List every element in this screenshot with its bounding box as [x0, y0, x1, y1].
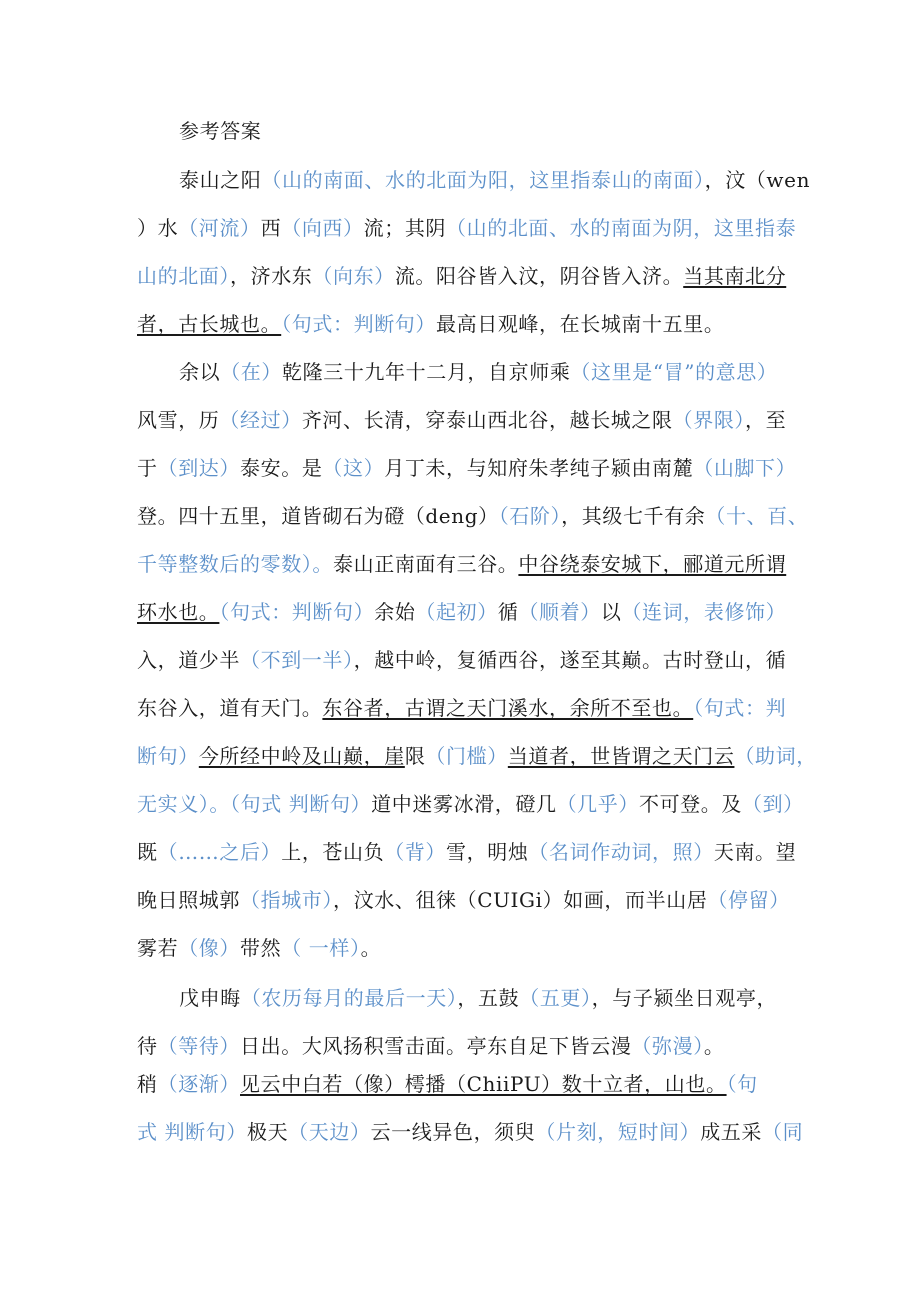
body-text: ，汶水、徂徕（CUIGi）如画，而半山居: [333, 888, 708, 912]
annotation-text: （同: [762, 1120, 804, 1144]
annotation-text: （在）: [220, 360, 283, 384]
annotation-text: （连词，表修饰）: [621, 600, 787, 624]
body-text: 登。四十五里，道皆砌石为磴（deng）: [137, 504, 499, 528]
body-text: ，与子颍坐日观亭，: [591, 986, 778, 1010]
body-text: 泰山之阳: [179, 168, 262, 192]
body-text: 风雪，历: [137, 408, 220, 432]
body-text: 成五采: [700, 1120, 763, 1144]
annotation-text: （停留）: [707, 888, 790, 912]
body-text: 上，苍山负: [281, 840, 385, 864]
annotation-text: （句式：判: [693, 696, 787, 720]
annotation-text: （天边）: [288, 1120, 371, 1144]
body-text: 日出。大风扬积雪击面。亭东自足下皆云漫: [240, 1034, 632, 1058]
text-line: [137, 695, 797, 721]
annotation-text: （山脚下）: [693, 456, 797, 480]
body-text: ，其级七千有余: [561, 504, 706, 528]
body-text: ）水: [137, 216, 179, 240]
text-line: [137, 887, 797, 913]
annotation-text: （句: [726, 1072, 758, 1096]
annotation-text: （经过）: [219, 408, 302, 432]
annotation-text: （不到一半）: [240, 648, 354, 672]
underlined-text: 环水也。: [137, 600, 220, 624]
annotation-text: （弥漫）: [631, 1034, 704, 1058]
annotation-text: 无实义）。（句式 判断句）: [137, 792, 372, 816]
text-line: [137, 935, 797, 961]
text-line: [137, 599, 797, 625]
text-line: [137, 1119, 804, 1145]
text-line: [137, 503, 809, 529]
text-line: [137, 839, 797, 865]
body-text: 余以: [179, 360, 221, 384]
text-line: [137, 263, 797, 289]
body-text: 晚日照城郭: [137, 888, 240, 912]
annotation-text: （界限）: [672, 408, 746, 432]
annotation-text: （河流）: [178, 216, 261, 240]
annotation-text: 山的北面）: [137, 264, 230, 288]
body-text: ，越中岭，复循西谷，遂至其巅。古时登山，循: [353, 648, 787, 672]
text-line: [137, 311, 797, 337]
body-text: 乾隆三十九年十二月，自京师乘: [282, 360, 571, 384]
text-line: [179, 359, 839, 385]
body-text: 天南。望: [713, 840, 797, 864]
annotation-text: （起初）: [415, 600, 498, 624]
body-text: 带然: [240, 936, 282, 960]
underlined-text: 者，古长城也。: [137, 312, 282, 336]
body-text: 极天: [246, 1120, 289, 1144]
text-line: [137, 215, 797, 241]
body-text: 齐河、长清，穿泰山西北谷，越长城之限: [301, 408, 673, 432]
body-text: 戊申晦: [179, 986, 241, 1010]
annotation-text: （逐渐）: [157, 1072, 241, 1096]
annotation-text: （山的南面、水的北面为阳，这里指泰山的南面）: [261, 168, 705, 192]
underlined-text: 中谷绕泰安城下，郦道元所谓: [518, 552, 787, 576]
body-text: ，至: [745, 408, 787, 432]
body-text: 限: [404, 744, 426, 768]
annotation-text: 千等整数后的零数）。: [137, 552, 333, 576]
annotation-text: （顺着）: [518, 600, 601, 624]
annotation-text: （背）: [384, 840, 447, 864]
body-text: 东谷入，道有天门。: [137, 696, 323, 720]
body-text: ，济水东: [230, 264, 313, 288]
underlined-text: 当其南北分: [683, 264, 787, 288]
body-text: 参考答案: [179, 119, 262, 143]
annotation-text: （五更）: [519, 986, 592, 1010]
body-text: 。: [360, 936, 382, 960]
annotation-text: （向东）: [312, 264, 395, 288]
body-text: ，五鼓: [457, 986, 520, 1010]
body-text: 最高日观峰，在长城南十五里。: [436, 312, 725, 336]
text-line: [179, 985, 839, 1011]
body-text: 月丁未，与知府朱孝纯子颍由南麓: [384, 456, 694, 480]
annotation-text: （ 一样）: [281, 936, 361, 960]
annotation-text: （这）: [322, 456, 385, 480]
body-text: 余始: [374, 600, 416, 624]
annotation-text: （等待）: [157, 1034, 241, 1058]
annotation-text: （到达）: [157, 456, 241, 480]
annotation-text: （门槛）: [425, 744, 508, 768]
annotation-text: （句式：判断句）: [281, 312, 437, 336]
underlined-text: 见云中白若（像）樗播（ChiiPU）数十立者，山也。: [240, 1072, 727, 1096]
text-line: [137, 551, 797, 577]
text-line: [179, 118, 839, 144]
text-line: [137, 407, 797, 433]
body-text: 于: [137, 456, 158, 480]
underlined-text: 东谷者，古谓之天门溪水，余所不至也。: [322, 696, 694, 720]
body-text: 云一线异色，须臾: [370, 1120, 536, 1144]
text-line: [179, 167, 839, 193]
annotation-text: （像）: [178, 936, 241, 960]
body-text: ，汶（wen: [704, 168, 811, 192]
body-text: 以: [600, 600, 622, 624]
annotation-text: （石阶）: [498, 504, 562, 528]
text-line: [137, 647, 797, 673]
body-text: 入，道少半: [137, 648, 240, 672]
annotation-text: （这里是“冒”的意思）: [570, 360, 778, 384]
text-line: [137, 791, 804, 817]
body-text: 既: [137, 840, 158, 864]
annotation-text: （名词作动词，照）: [528, 840, 714, 864]
text-line: [137, 743, 817, 769]
body-text: 待: [137, 1034, 158, 1058]
annotation-text: 断句）: [137, 744, 199, 768]
body-text: 雪，明烛: [446, 840, 529, 864]
annotation-text: （几乎）: [556, 792, 639, 816]
text-line: [137, 455, 797, 481]
annotation-text: （助词，: [734, 744, 817, 768]
annotation-text: （十、百、: [705, 504, 809, 528]
body-text: 西: [260, 216, 282, 240]
body-text: 循: [497, 600, 519, 624]
text-line: [137, 1071, 797, 1097]
body-text: 泰山正南面有三谷。: [333, 552, 519, 576]
body-text: 流；其阴: [363, 216, 447, 240]
body-text: 泰安。是: [240, 456, 323, 480]
annotation-text: （农历每月的最后一天）: [240, 986, 458, 1010]
annotation-text: （……之后）: [157, 840, 282, 864]
body-text: 雾若: [137, 936, 179, 960]
body-text: 不可登。及: [638, 792, 742, 816]
body-text: 稍: [137, 1072, 158, 1096]
annotation-text: （指城市）: [240, 888, 333, 912]
body-text: 。: [703, 1034, 725, 1058]
text-line: [137, 1033, 797, 1059]
underlined-text: 当道者，世皆谓之天门云: [507, 744, 735, 768]
underlined-text: 今所经中岭及山巅，崖: [198, 744, 405, 768]
annotation-text: （到）: [741, 792, 804, 816]
annotation-text: （山的北面、水的南面为阴，这里指泰: [446, 216, 797, 240]
annotation-text: 式 判断句）: [137, 1120, 247, 1144]
body-text: 流。阳谷皆入汶，阴谷皆入济。: [394, 264, 684, 288]
annotation-text: （片刻，短时间）: [535, 1120, 701, 1144]
body-text: 道中迷雾冰滑，磴几: [371, 792, 557, 816]
annotation-text: （句式：判断句）: [219, 600, 375, 624]
annotation-text: （向西）: [281, 216, 364, 240]
